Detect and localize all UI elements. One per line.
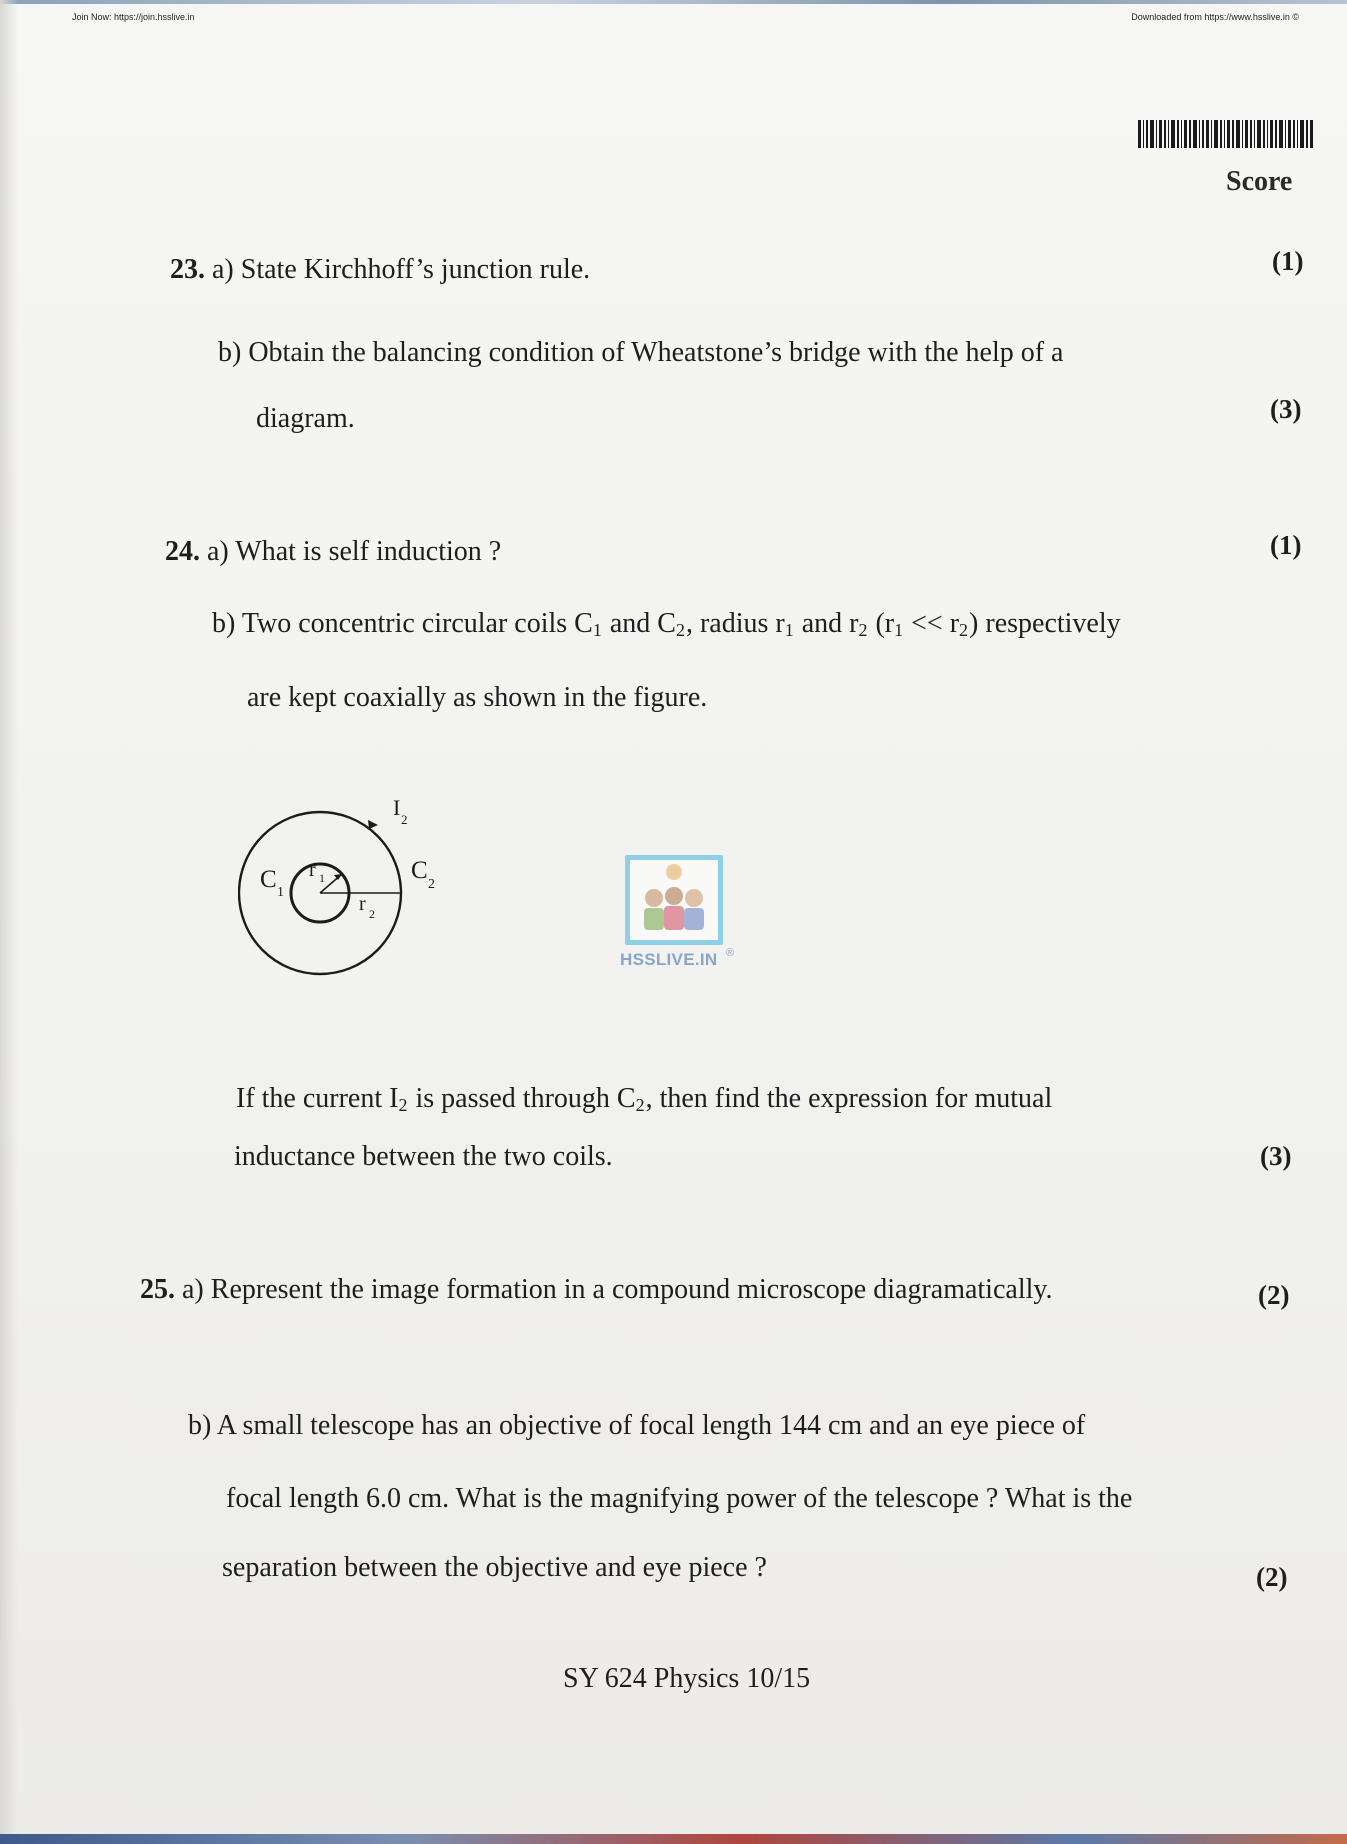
q25b-line3: separation between the objective and eye piece ?	[222, 1552, 767, 1583]
q24c-text-1: If the current I	[236, 1083, 399, 1114]
q24b-line2: are kept coaxially as shown in the figure.	[247, 682, 708, 713]
q24b-text-3: , radius r	[685, 608, 785, 639]
q24b-sub-3: 1	[784, 620, 794, 640]
q25b-line1: A small telescope has an objective of focal length 144 cm and an eye piece of	[216, 1410, 1086, 1441]
q24a-label: a)	[207, 536, 229, 567]
q24b-sub-5: 1	[894, 620, 904, 640]
q23a-text: State Kirchhoff’s junction rule.	[240, 254, 591, 285]
label-r2-sub: 2	[369, 907, 375, 921]
hsslive-watermark	[620, 855, 735, 980]
hsslive-logo-icon	[625, 855, 723, 945]
q23a-label: a)	[212, 254, 234, 285]
score-column-label: Score	[1226, 166, 1293, 197]
page-bottom-edge	[0, 1834, 1347, 1844]
q23-part-a	[170, 254, 590, 286]
q24a-text: What is self induction ?	[235, 536, 502, 567]
q24c-line1	[236, 1083, 1052, 1115]
q24b-sub-2: 2	[675, 620, 685, 640]
q24b-text-4: and r	[794, 608, 859, 639]
q24-mark: (3)	[1260, 1141, 1292, 1171]
q23b-label: b)	[218, 337, 242, 368]
q24b-text-7: ) respectively	[969, 608, 1121, 639]
q25-part-b-line1	[188, 1410, 1085, 1442]
barcode-icon	[1138, 120, 1313, 148]
label-i2: I	[393, 798, 401, 820]
q24c-text-3: , then find the expression for mutual	[645, 1083, 1053, 1114]
q24c-sub-1: 2	[398, 1095, 408, 1115]
q24b-sub-1: 1	[592, 620, 602, 640]
page-footer: SY 624 Physics 10/15	[563, 1663, 811, 1694]
q24-part-b-line1	[212, 608, 1121, 640]
header-download-link[interactable]: Downloaded from https://www.hsslive.in ©	[1131, 12, 1299, 22]
q24c-line2: inductance between the two coils.	[234, 1141, 613, 1172]
hsslive-logo-text	[620, 950, 717, 970]
label-r1: r	[309, 859, 316, 881]
q23b-line1: Obtain the balancing condition of Wheatstone’s bridge with the help of a	[248, 337, 1064, 368]
q24c-sub-2: 2	[635, 1095, 645, 1115]
q25b-mark: (2)	[1256, 1562, 1288, 1592]
current-i2-arrow-icon	[368, 820, 378, 829]
q23b-mark: (3)	[1270, 394, 1302, 424]
q25b-line2: focal length 6.0 cm. What is the magnifying power of the telescope ? What is the	[226, 1483, 1133, 1514]
q25-part-a	[140, 1274, 1053, 1306]
q24b-text-6: << r	[904, 608, 960, 639]
q24b-text-2: and C	[602, 608, 676, 639]
q24-number: 24.	[165, 536, 200, 567]
label-c1: C	[260, 866, 277, 893]
q23b-line2: diagram.	[256, 403, 355, 434]
label-c2: C	[411, 857, 428, 884]
label-c2-sub: 2	[428, 877, 435, 892]
children-illustration-icon	[630, 860, 718, 940]
q25a-mark: (2)	[1258, 1280, 1290, 1310]
q23-part-b-line1	[218, 337, 1064, 369]
label-c1-sub: 1	[277, 885, 284, 900]
q23-number: 23.	[170, 254, 205, 285]
label-r1-sub: 1	[319, 871, 325, 885]
q25-number: 25.	[140, 1274, 175, 1305]
hsslive-logo-label: HSSLIVE.IN	[620, 950, 718, 969]
q24b-text-1: Two concentric circular coils C	[241, 608, 593, 639]
q24b-sub-6: 2	[959, 620, 969, 640]
page-top-edge	[0, 0, 1347, 4]
q24c-text-2: is passed through C	[408, 1083, 636, 1114]
registered-mark: ®	[726, 947, 735, 959]
header-join-link[interactable]: Join Now: https://join.hsslive.in	[72, 12, 195, 22]
q24b-text-5: (r	[868, 608, 895, 639]
q25b-label: b)	[188, 1410, 212, 1441]
label-i2-sub: 2	[401, 812, 408, 827]
page-left-shadow	[0, 0, 18, 1844]
q25a-label: a)	[182, 1274, 204, 1305]
q24a-mark: (1)	[1270, 530, 1302, 560]
q24-part-a	[165, 536, 501, 568]
q24b-label: b)	[212, 608, 236, 639]
q24b-sub-4: 2	[858, 620, 868, 640]
label-r2: r	[359, 893, 366, 915]
concentric-coils-figure	[238, 798, 458, 983]
q23a-mark: (1)	[1272, 246, 1304, 276]
q25a-text: Represent the image formation in a compound microscope diagramatically.	[210, 1274, 1053, 1305]
